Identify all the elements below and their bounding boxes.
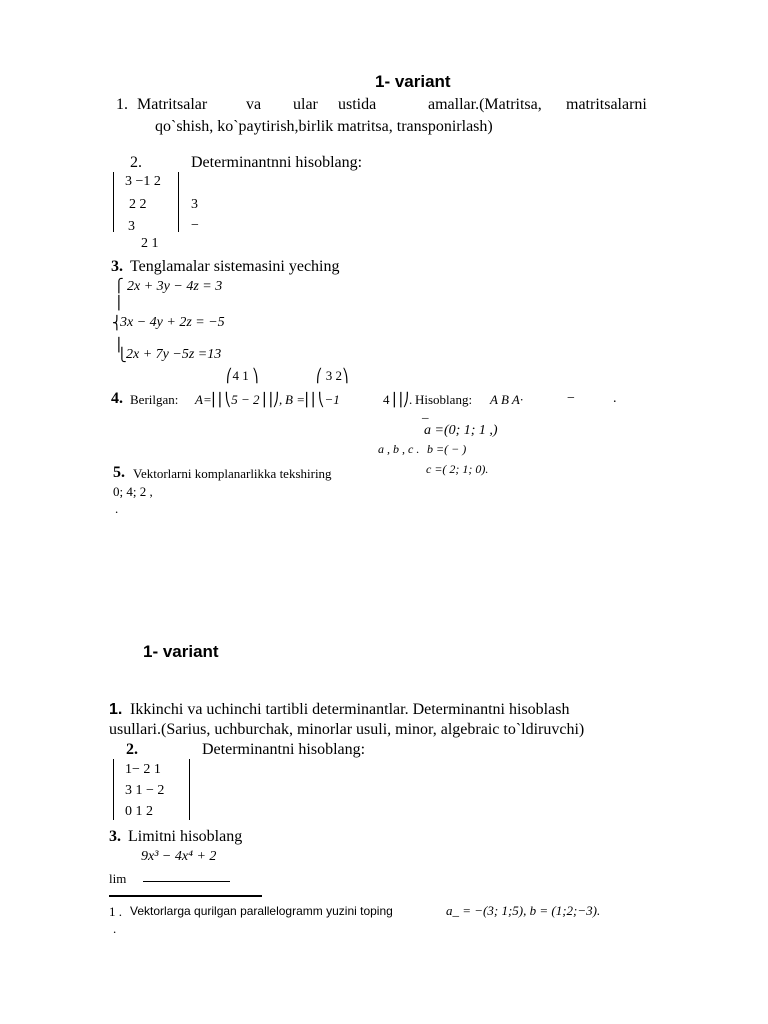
matrix-b-row1: ⎛ 3 2⎞ (316, 368, 349, 383)
section-separator (109, 895, 262, 897)
brace-part: ⎨ (112, 315, 122, 330)
brace-part: ⎪ (114, 295, 124, 310)
v1-det-row: 2 2 (129, 197, 147, 212)
v2-p4-formula: a_ = −(3; 1;5), b = (1;2;−3). (446, 903, 601, 918)
vectors-list: a , b , c . (378, 442, 420, 456)
v1-p4-dot: . (613, 391, 617, 406)
variant1-title: 1- variant (375, 72, 451, 91)
v1-det-row: 3 (128, 219, 135, 234)
v1-p1-line2: qo`shish, ko`paytirish,birlik matritsa, transponirlash) (155, 118, 493, 135)
v1-p1-word: va (246, 96, 262, 113)
v1-p1-word: Matritsalar (137, 96, 208, 113)
vector-a-definition: a =(0; 1; 1 ,) (424, 423, 498, 438)
v1-p5-number: 5. (113, 464, 125, 481)
v1-p2-number: 2. (130, 154, 142, 171)
fraction-bar (143, 881, 230, 882)
v1-p2-text: Determinantnni hisoblang: (191, 154, 363, 171)
limit-label: lim (109, 871, 127, 886)
v1-p1-word: matritsalarni (566, 96, 647, 113)
determinant-left-bar (113, 172, 114, 232)
v2-det-row: 3 1 − 2 (125, 783, 165, 798)
v2-p1-line2: usullari.(Sarius, uchburchak, minorlar usuli, minor, algebraic to`ldiruvchi) (109, 721, 585, 738)
brace-part: ⎩ (117, 347, 127, 362)
v1-p4-calc: Hisoblang: (415, 392, 473, 407)
brace-part: ⎧ (114, 278, 124, 293)
v2-p2-number: 2. (126, 741, 138, 758)
v2-p4-dot: . (113, 921, 117, 936)
v1-p4-calc-expr: A B A· (490, 392, 524, 407)
v1-det-row: 3 (191, 197, 198, 212)
determinant-right-bar (178, 172, 179, 232)
v1-p1-word: ustida (338, 96, 377, 113)
v1-p1-number: 1. (116, 96, 128, 113)
matrix-a-row1: ⎛4 1 ⎞ (226, 368, 259, 383)
v1-p5-text: Vektorlarni komplanarlikka tekshiring (133, 466, 332, 481)
variant2-title: 1- variant (143, 642, 219, 661)
v1-det-row: − (191, 218, 199, 233)
vector-a-bar: _ (422, 405, 429, 420)
matrix-a-expr: A=⎜⎜⎝5 − 2⎟⎟⎠, (195, 392, 283, 407)
v1-det-row: 2 1 (141, 236, 159, 251)
v1-det-row: 3 −1 2 (125, 174, 161, 189)
v2-det-row: 1− 2 1 (125, 762, 161, 777)
equation-1: 2x + 3y − 4z = 3 (127, 279, 223, 294)
v2-det-row: 0 1 2 (125, 804, 153, 819)
v1-p4-number: 4. (111, 390, 123, 407)
v1-p4-minus: − (567, 391, 575, 406)
vector-b-tail: 0; 4; 2 , (113, 484, 153, 499)
v1-p3-number: 3. (111, 258, 123, 275)
vector-b-definition: b =( − ) (427, 442, 467, 456)
determinant-right-bar (189, 759, 190, 820)
v1-p4-given: Berilgan: (130, 392, 179, 407)
v1-p1-word: amallar.(Matritsa, (428, 96, 542, 113)
vector-c-definition: c =( 2; 1; 0). (426, 462, 489, 476)
v1-p5-dot: . (115, 501, 119, 516)
v2-p1-line1: Ikkinchi va uchinchi tartibli determinantlar. Determinantni hisoblash (130, 701, 570, 718)
equation-3: 2x + 7y −5z =13 (126, 347, 222, 362)
v1-p3-text: Tenglamalar sistemasini yeching (130, 258, 340, 275)
limit-numerator: 9x³ − 4x⁴ + 2 (141, 849, 217, 864)
v1-p1-word: ular (293, 96, 318, 113)
v2-p4-number: 1 . (109, 904, 122, 919)
v2-p2-text: Determinantni hisoblang: (202, 741, 366, 758)
brace-part: ⎪ (114, 337, 124, 352)
v2-p1-number: 1. (109, 701, 123, 718)
determinant-left-bar (113, 759, 114, 820)
matrix-b-expr: B =⎜⎜⎝−1 (285, 392, 340, 407)
v2-p4-text: Vektorlarga qurilgan parallelogramm yuzini toping (130, 904, 393, 918)
v2-p3-number: 3. (109, 828, 121, 845)
equation-2: 3x − 4y + 2z = −5 (120, 315, 225, 330)
matrix-b-tail: 4⎟⎟⎠. (383, 392, 413, 407)
v2-p3-text: Limitni hisoblang (128, 828, 243, 845)
